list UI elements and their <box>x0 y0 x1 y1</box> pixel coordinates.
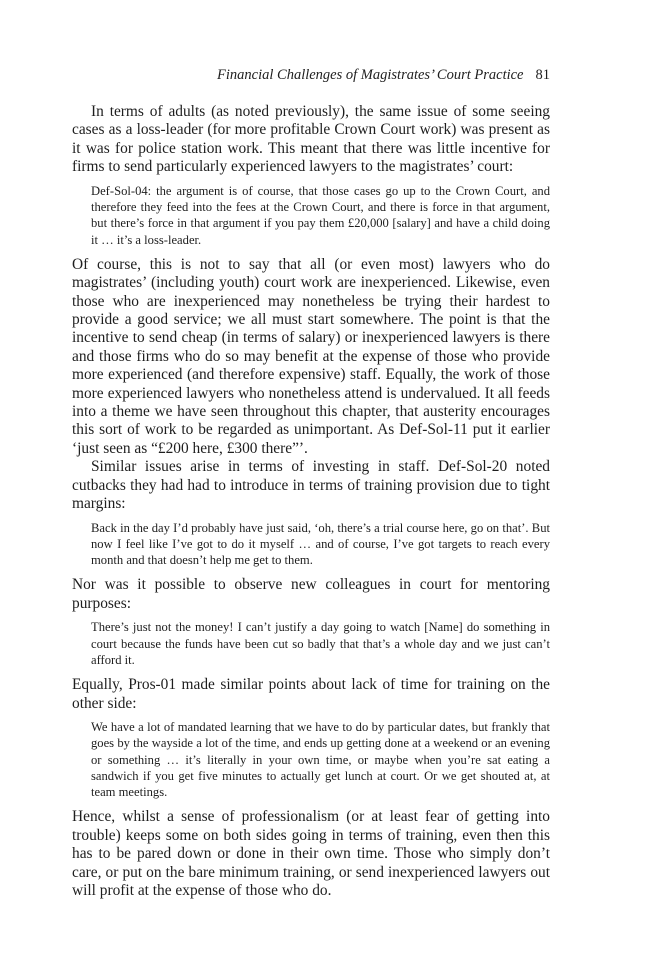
block-quote: We have a lot of mandated learning that we have to do by particular dates, but frankly that goes by the wayside a lot of the time, and ends up getting done at a weekend or an evening or something … it’s literally in your own time, or maybe when you’re sat eating a sandwich if you get five minutes to actually get lunch at court. Or we get shouted at, at team meetings. <box>91 719 550 800</box>
body-paragraph: Nor was it possible to observe new colleagues in court for mentoring purposes: <box>72 576 550 612</box>
running-head <box>72 66 550 84</box>
body-paragraph: Of course, this is not to say that all (or even most) lawyers who do magistrates’ (including youth) court work are inexperienced. Likewise, even those who are inexperienced may nonetheless be trying their hardest to provide a good service; we all must start somewhere. The point is that the incentive to send cheap (in terms of salary) or inexperienced lawyers is there and those firms who do so may benefit at the expense of those who provide more experienced (and therefore expensive) staff. Equally, the work of those more experienced lawyers who nonetheless attend is undervalued. It all feeds into a theme we have seen throughout this chapter, that austerity encourages this sort of work to be regarded as unimportant. As Def-Sol-11 put it earlier ‘just seen as “£200 here, £300 there”’. <box>72 255 550 457</box>
block-quote: Back in the day I’d probably have just said, ‘oh, there’s a trial course here, go on that’. But now I feel like I’ve got to do it myself … and of course, I’ve got targets to reach every month and that doesn’t help me get to them. <box>91 520 550 568</box>
running-head-title: Financial Challenges of Magistrates’ Court Practice <box>217 67 524 83</box>
page-number: 81 <box>535 67 550 83</box>
block-quote: There’s just not the money! I can’t justify a day going to watch [Name] do something in court because the funds have been cut so badly that that’s a whole day and we just can’t afford it. <box>91 620 550 667</box>
page-body <box>72 103 550 906</box>
body-paragraph: Similar issues arise in terms of investing in staff. Def-Sol-20 noted cutbacks they had had to introduce in terms of training provision due to tight margins: <box>72 458 550 513</box>
body-paragraph: Equally, Pros-01 made similar points about lack of time for training on the other side: <box>72 676 550 712</box>
body-paragraph: Hence, whilst a sense of professionalism (or at least fear of getting into trouble) keeps some on both sides going in terms of training, even then this has to be pared down or done in their own time. Those who simply don’t care, or put on the bare minimum training, or send inexperienced lawyers out will profit at the expense of those who do. <box>72 808 550 900</box>
block-quote: Def-Sol-04: the argument is of course, that those cases go up to the Crown Court, and therefore they feed into the fees at the Crown Court, and there is force in that argument, but there’s force in that argument if you pay them £20,000 [salary] and have a child doing it … it’s a loss-leader. <box>91 183 550 247</box>
body-paragraph: In terms of adults (as noted previously), the same issue of some seeing cases as a loss-leader (for more profitable Crown Court work) was present as it was for police station work. This meant that there was little incentive for firms to send particularly experienced lawyers to the magistrates’ court: <box>72 103 550 176</box>
